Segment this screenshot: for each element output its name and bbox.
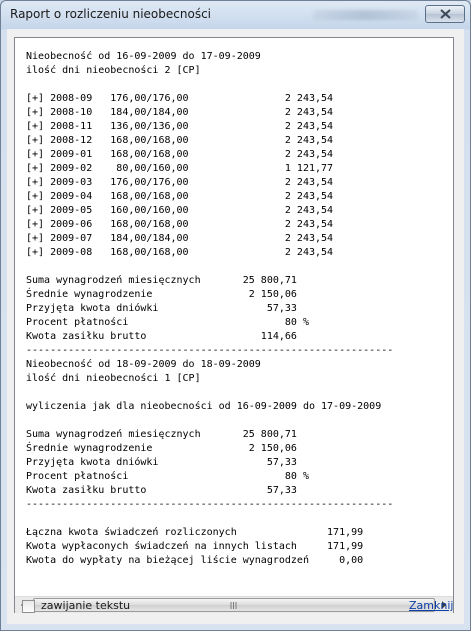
- close-icon: [440, 9, 451, 19]
- report-line: wyliczenia jak dla nieobecności od 16-09-2009 do 17-09-2009: [26, 401, 382, 412]
- report-line: [+] 2009-01 168,00/168,00 2 243,54: [26, 149, 334, 160]
- report-line: [+] 2009-08 168,00/168,00 2 243,54: [26, 247, 334, 258]
- report-line: [+] 2009-07 184,00/184,00 2 243,54: [26, 233, 334, 244]
- title-bar[interactable]: [1, 1, 470, 29]
- title-bar-background-artifact: [313, 10, 418, 20]
- report-line: Kwota zasiłku brutto 57,33: [26, 485, 297, 496]
- separator-line: -------------------------------------------------------------: [26, 345, 394, 356]
- grip-icon: [230, 602, 238, 609]
- window-close-button[interactable]: [425, 5, 465, 23]
- text-wrap-checkbox[interactable]: [22, 600, 35, 613]
- report-line: [+] 2008-12 168,00/168,00 2 243,54: [26, 135, 334, 146]
- report-text-area[interactable]: [14, 37, 454, 613]
- report-line: [26, 414, 450, 428]
- dialog-client-area: [7, 29, 464, 624]
- report-line: Kwota do wypłaty na bieżącej liście wynagrodzeń 0,00: [26, 555, 364, 566]
- close-link[interactable]: Zamknij: [409, 599, 454, 612]
- report-line: Średnie wynagrodzenie 2 150,06: [26, 443, 297, 454]
- report-line: Przyjęta kwota dniówki 57,33: [26, 457, 297, 468]
- report-line: Procent płatności 80 %: [26, 471, 309, 482]
- window-title: Raport o rozliczeniu nieobecności: [10, 7, 212, 21]
- report-line: Kwota wypłaconych świadczeń na innych listach 171,99: [26, 541, 364, 552]
- report-line: Procent płatności 80 %: [26, 317, 309, 328]
- report-line: Nieobecność od 18-09-2009 do 18-09-2009: [26, 359, 261, 370]
- report-line: ilość dni nieobecności 2 [CP]: [26, 65, 201, 76]
- report-line: [+] 2009-04 168,00/168,00 2 243,54: [26, 191, 334, 202]
- report-text: [26, 50, 450, 596]
- report-line: Średnie wynagrodzenie 2 150,06: [26, 289, 297, 300]
- report-line: [+] 2008-11 136,00/136,00 2 243,54: [26, 121, 334, 132]
- report-line: Nieobecność od 16-09-2009 do 17-09-2009: [26, 51, 261, 62]
- report-line: [26, 78, 450, 92]
- text-wrap-label[interactable]: zawijanie tekstu: [41, 599, 131, 612]
- report-line: [+] 2008-10 184,00/184,00 2 243,54: [26, 107, 334, 118]
- report-line: Suma wynagrodzeń miesięcznych 25 800,71: [26, 429, 297, 440]
- report-line: [+] 2009-03 176,00/176,00 2 243,54: [26, 177, 334, 188]
- report-line: [26, 512, 450, 526]
- report-line: Łączna kwota świadczeń rozliczonych 171,99: [26, 527, 364, 538]
- separator-line: -------------------------------------------------------------: [26, 499, 394, 510]
- report-line: [+] 2009-05 160,00/160,00 2 243,54: [26, 205, 334, 216]
- report-line: ilość dni nieobecności 1 [CP]: [26, 373, 201, 384]
- report-line: Suma wynagrodzeń miesięcznych 25 800,71: [26, 275, 297, 286]
- report-line: [+] 2008-09 176,00/176,00 2 243,54: [26, 93, 334, 104]
- report-line: Kwota zasiłku brutto 114,66: [26, 331, 297, 342]
- report-line: [+] 2009-02 80,00/160,00 1 121,77: [26, 163, 334, 174]
- report-line: Przyjęta kwota dniówki 57,33: [26, 303, 297, 314]
- report-line: [26, 386, 450, 400]
- report-line: [26, 260, 450, 274]
- report-line: [+] 2009-06 168,00/168,00 2 243,54: [26, 219, 334, 230]
